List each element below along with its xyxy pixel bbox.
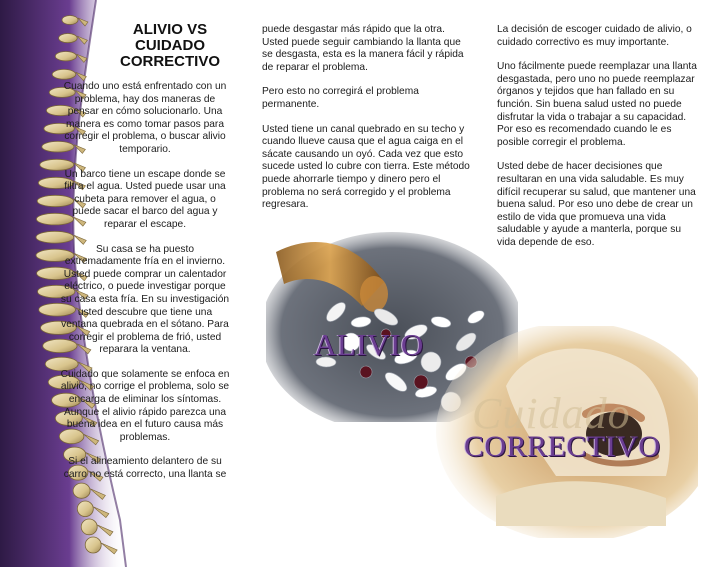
paragraph: Si el alineamiento delantero de su carro no está correcto, una llanta se — [63, 456, 227, 481]
vertebra — [85, 537, 101, 553]
vertebra — [81, 519, 97, 535]
vertebra — [59, 34, 78, 43]
title-line-2: CUIDADO — [135, 37, 205, 54]
alivio-overlay-text: ALIVIO — [314, 327, 424, 362]
cuidado-script-text: Cuidado — [472, 389, 631, 438]
panel-1-text — [60, 81, 230, 494]
title-line-3: CORRECTIVO — [119, 53, 220, 70]
paragraph: puede desgastar más rápido que la otra. Usted puede seguir cambiando la llanta que se desgasta, esta es la manera fácil y rápida de reparar el problema. — [262, 24, 464, 73]
panel-3-text — [497, 24, 702, 262]
panel-2-text — [262, 24, 474, 224]
paragraph: Un barco tiene un escape donde se filtra el agua. Usted puede usar una cubeta para remover el agua, o puede sacar el barco del agua y reparar el escape. — [64, 168, 226, 230]
paragraph: Su casa se ha puesto extremadamente fría en el invierno. Usted puede comprar un calentador eléctrico, o puede investigar porque su casa esta fría. En su investigación usted descubre que tiene una ventana quebrada en el sótano. Para corregir el problema de frió, usted reparara la ventana. — [60, 243, 230, 356]
paragraph: La decisión de escoger cuidado de alivio, o cuidado correctivo es muy importante. — [497, 24, 692, 48]
vertebra — [62, 16, 78, 25]
paragraph: Cuando uno está enfrentado con un problema, hay dos maneras de pensar en cómo solucionarlo. Una manera es como tomar pasos para corregir el problema, o buscar alivio temporario. — [63, 81, 227, 155]
paragraph: Cuidado que solamente se enfoca en alivio, no corrige el problema, solo se encarga de eliminar los síntomas. Aunque el alivio rápido parezca una buena idea en el futuro causa más problemas. — [60, 368, 230, 443]
page-title — [110, 22, 230, 70]
correctivo-overlay-text: CORRECTIVO — [464, 430, 661, 463]
vertebra — [55, 52, 76, 61]
paragraph: Pero esto no corregirá el problema permanente. — [262, 86, 419, 110]
vertebra — [52, 69, 76, 79]
paragraph: Usted tiene un canal quebrado en su techo y cuando llueve causa que el agua caiga en el sácate causando un oyó. Cada vez que esto sucede usted lo cubre con tierra. Este método puede ahorrarle tiempo y dinero pero el problema no será corregido y el problema regresara. — [262, 123, 470, 211]
paragraph: Usted debe de hacer decisiones que resultaran en una vida saludable. Es muy difícil recuperar su salud, que mantener una buena salud. Por eso uno debe de crear un estilo de vida que promueva una vida saludable y ayude a manterla, porque su vida depende de eso. — [497, 161, 696, 248]
vertebra — [77, 501, 93, 517]
title-line-1: ALIVIO VS — [132, 21, 208, 38]
paragraph: Uno fácilmente puede reemplazar una llanta desgastada, pero uno no puede reemplazar órganos y tejidos que han fallado en su función. Sin buena salud usted no puede disfrutar la vida o trabajar a su capacidad. Por eso es recomendado cuando le es posible corregir el problema. — [497, 61, 697, 148]
